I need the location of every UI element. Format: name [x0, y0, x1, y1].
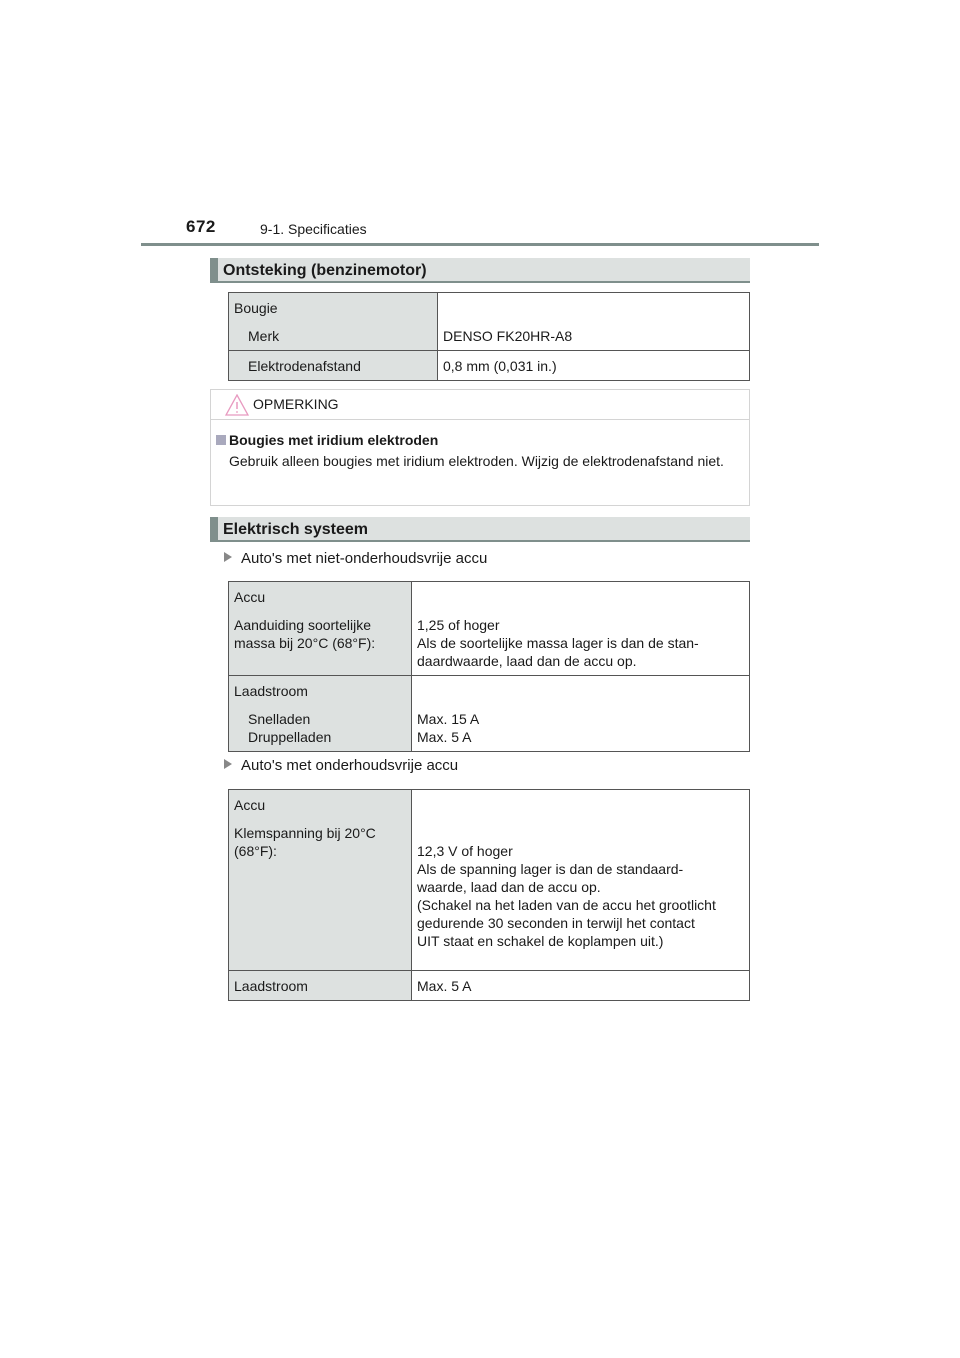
voltage-value-cell [412, 790, 750, 971]
voltage-value-line-3: waarde, laad dan de accu op. [417, 879, 601, 895]
brand-value: DENSO FK20HR-A8 [443, 328, 573, 344]
page-number: 672 [186, 217, 216, 236]
trickle-charge-label: Druppelladen [248, 729, 332, 745]
battery-spec-table-1 [228, 581, 750, 752]
gap-label: Elektrodenafstand [248, 358, 361, 374]
triangle-bullet-icon [224, 552, 232, 562]
voltage-label-cell [229, 790, 412, 971]
electrical-section-heading: Elektrisch systeem [210, 517, 750, 542]
brand-label: Merk [248, 328, 280, 344]
fast-charge-value: Max. 15 A [417, 711, 480, 727]
voltage-label-line-1: Klemspanning bij 20°C [234, 825, 376, 841]
trickle-charge-value: Max. 5 A [417, 729, 472, 745]
density-value-line-1: 1,25 of hoger [417, 617, 500, 633]
spark-plug-value-cell [438, 293, 750, 351]
variant2-heading [224, 757, 458, 774]
density-value-line-3: daardwaarde, laad dan de accu op. [417, 653, 637, 669]
triangle-bullet-icon [224, 759, 232, 769]
voltage-label-line-2: (68°F): [234, 843, 277, 859]
battery-spec-table-2 [228, 789, 750, 1001]
density-label-cell [229, 582, 412, 676]
notice-body: Gebruik alleen bougies met iridium elektroden. Wijzig de elektrodenafstand niet. [229, 453, 724, 469]
spark-plug-label: Bougie [234, 300, 278, 316]
charge-label-cell [229, 676, 412, 752]
spark-plug-label-cell [229, 293, 438, 351]
ignition-spec-table [228, 292, 750, 381]
notice-subtitle: Bougies met iridium elektroden [229, 432, 439, 448]
voltage-value-line-4: (Schakel na het laden van de accu het grootlicht [417, 897, 716, 913]
section-title: 9-1. Specificaties [260, 221, 367, 237]
notice-title: OPMERKING [253, 396, 339, 412]
voltage-value-line-5: gedurende 30 seconden in terwijl het contact [417, 915, 695, 931]
accu-label-2: Accu [234, 797, 266, 813]
charge-value-cell [412, 676, 750, 752]
warning-triangle-icon [225, 394, 249, 416]
bullet-square-icon [216, 435, 226, 445]
gap-label-cell [229, 351, 438, 381]
voltage-value-line-1: 12,3 V of hoger [417, 843, 513, 859]
fast-charge-label: Snelladen [248, 711, 311, 727]
density-value-line-2: Als de soortelijke massa lager is dan de stan- [417, 635, 699, 651]
accu-label: Accu [234, 589, 266, 605]
variant1-heading [224, 550, 487, 567]
voltage-value-line-2: Als de spanning lager is dan de standaard- [417, 861, 684, 877]
header-divider [141, 243, 819, 246]
ignition-section-heading: Ontsteking (benzinemotor) [210, 258, 750, 283]
voltage-value-line-6: UIT staat en schakel de koplampen uit.) [417, 933, 664, 949]
notice-header [211, 390, 749, 420]
charge-value-2: Max. 5 A [412, 971, 750, 1001]
variant1-label: Auto's met niet-onderhoudsvrije accu [241, 550, 488, 567]
variant2-label: Auto's met onderhoudsvrije accu [241, 757, 459, 774]
charge-label-2: Laadstroom [229, 971, 412, 1001]
density-label-line-1: Aanduiding soortelijke [234, 617, 371, 633]
notice-box [210, 389, 750, 506]
charge-label: Laadstroom [234, 683, 308, 699]
density-label-line-2: massa bij 20°C (68°F): [234, 635, 376, 651]
density-value-cell [412, 582, 750, 676]
gap-value: 0,8 mm (0,031 in.) [438, 351, 750, 381]
